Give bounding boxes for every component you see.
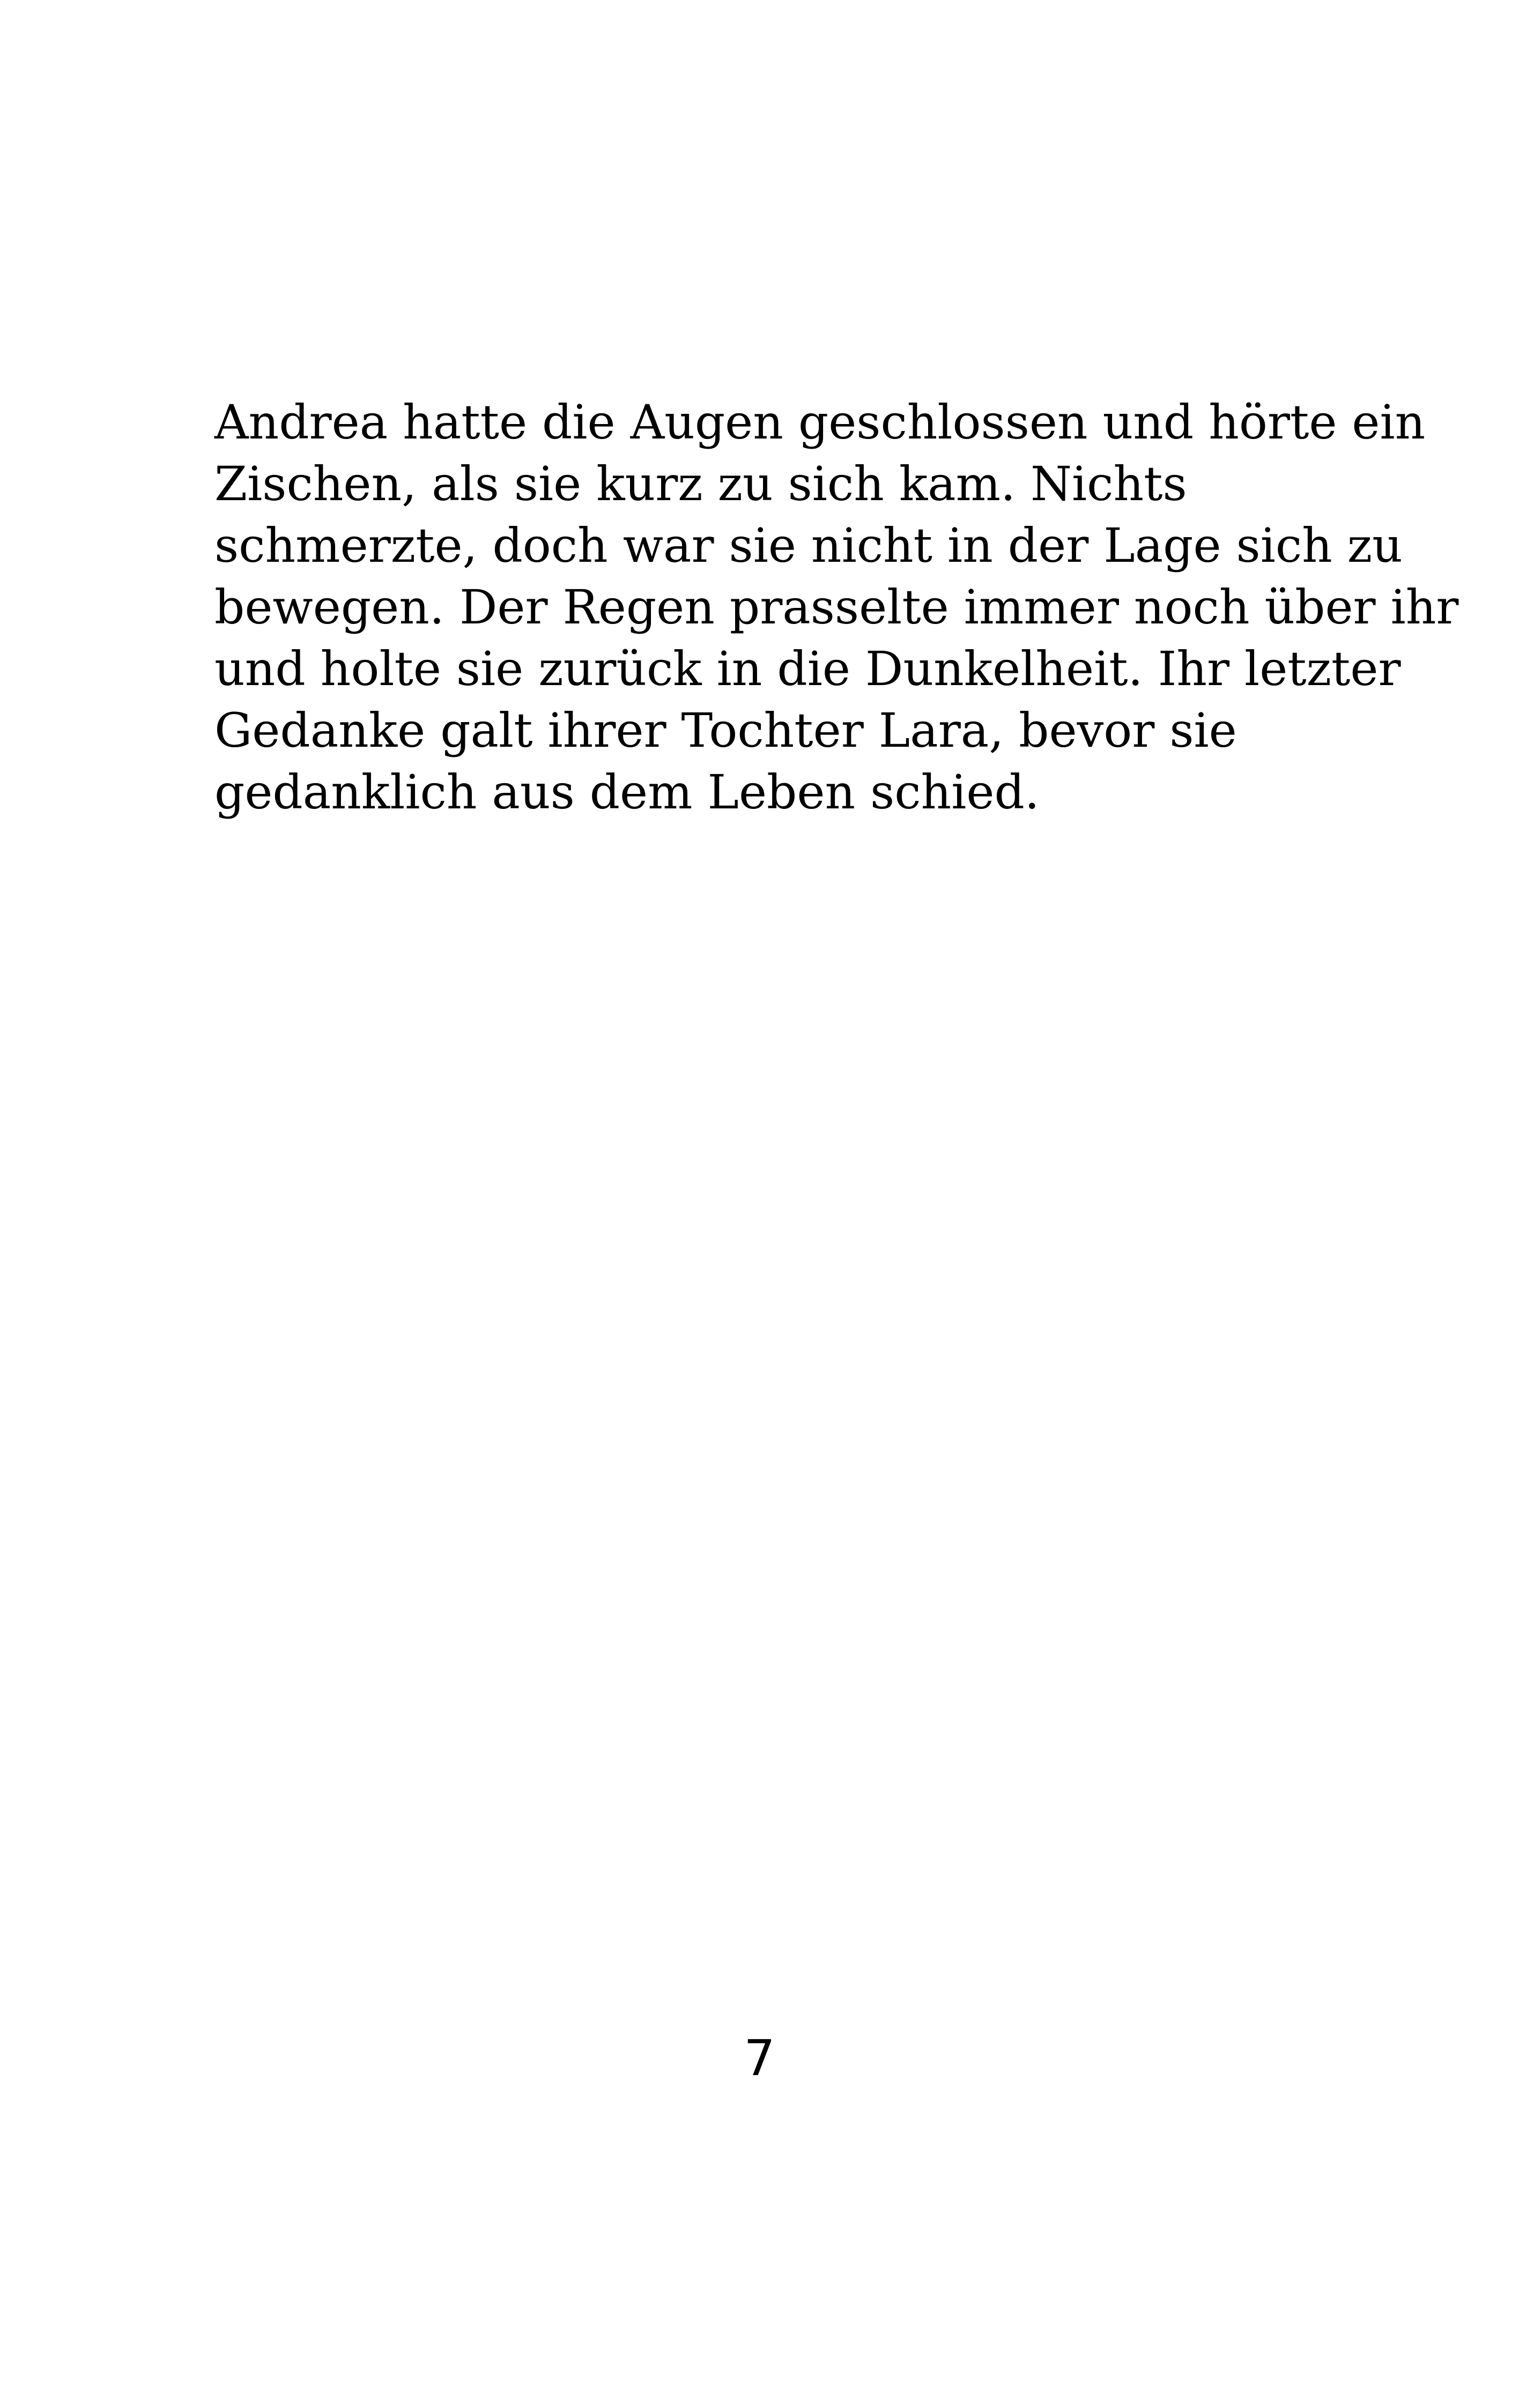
paragraph-line: und holte sie zurück in die Dunkelheit. Ihr letzter [214, 641, 1401, 696]
body-paragraph [214, 391, 1459, 823]
paragraph-line: gedanklich aus dem Leben schied. [214, 764, 1040, 820]
paragraph-line: schmerzte, doch war sie nicht in der Lage sich zu [214, 518, 1403, 573]
paragraph-line: Zischen, als sie kurz zu sich kam. Nichts [214, 456, 1187, 511]
paragraph-line: bewegen. Der Regen prasselte immer noch über ihr [214, 579, 1459, 635]
page-number: 7 [744, 2030, 775, 2087]
paragraph-line: Gedanke galt ihrer Tochter Lara, bevor sie [214, 703, 1237, 758]
paragraph-line: Andrea hatte die Augen geschlossen und hörte ein [214, 395, 1426, 450]
